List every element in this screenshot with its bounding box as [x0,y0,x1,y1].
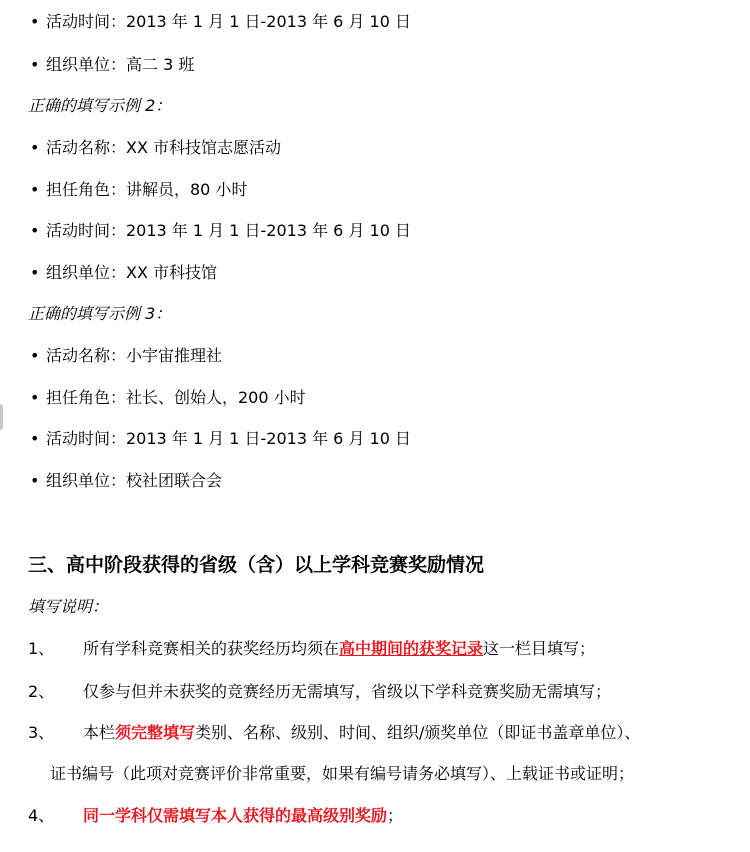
example2-role-text: 担任角色：讲解员，80 小时 [46,180,248,199]
example1-org-item [30,54,194,76]
item-3-continuation: 证书编号（此项对竞赛评价非常重要，如果有编号请务必填写）、上载证书或证明； [50,764,635,783]
instructions-label: 填写说明： [28,597,109,616]
item-4-text [83,805,403,827]
example3-role-text: 担任角色：社长、创始人，200 小时 [46,388,306,407]
example3-time-item [30,428,411,450]
example3-org-item [30,470,222,492]
example2-time-text: 活动时间：2013 年 1 月 1 日-2013 年 6 月 10 日 [46,221,411,240]
example3-role-item [30,387,306,409]
item-4-post: ； [387,806,404,825]
example2-role-item [30,179,247,201]
item-1-text [83,638,595,660]
item-number: 4、 [28,806,55,825]
example2-org-text: 组织单位：XX 市科技馆 [46,263,218,282]
item-1-post: 这一栏目填写； [483,639,596,658]
bullet-icon: • [30,471,40,490]
bullet-icon: • [30,180,40,199]
example3-name-text: 活动名称：小宇宙推理社 [46,346,223,365]
example3-time-text: 活动时间：2013 年 1 月 1 日-2013 年 6 月 10 日 [46,429,411,448]
item-2-text: 仅参与但并未获奖的竞赛经历无需填写，省级以下学科竞赛奖励无需填写； [83,682,612,701]
item-3-emphasis: 须完整填写 [115,723,196,742]
bullet-icon: • [30,388,40,407]
example3-name-item [30,345,222,367]
example2-time-item [30,220,411,242]
bullet-icon: • [30,55,40,74]
item-3-post: 类别、名称、级别、时间、组织/颁奖单位（即证书盖章单位）、 [195,723,641,742]
example1-time-item [30,11,411,33]
example1-time-text: 活动时间：2013 年 1 月 1 日-2013 年 6 月 10 日 [46,12,411,31]
item-3-pre: 本栏 [83,723,116,742]
section-heading: 三、高中阶段获得的省级（含）以上学科竞赛奖励情况 [28,554,485,576]
item-number: 2、 [28,682,55,701]
example2-title: 正确的填写示例 2： [28,96,172,115]
example2-org-item [30,262,217,284]
bullet-icon: • [30,221,40,240]
bullet-icon: • [30,346,40,365]
bullet-icon: • [30,429,40,448]
bullet-icon: • [30,263,40,282]
item-3-text [83,722,640,744]
scroll-indicator [0,404,3,430]
bullet-icon: • [30,138,40,157]
example2-name-text: 活动名称：XX 市科技馆志愿活动 [46,138,282,157]
item-1-emphasis: 高中期间的获奖记录 [339,639,484,658]
example3-title: 正确的填写示例 3： [28,304,172,323]
item-4-emphasis: 同一学科仅需填写本人获得的最高级别奖励 [83,806,388,825]
bullet-icon: • [30,12,40,31]
item-number: 1、 [28,639,55,658]
item-1-pre: 所有学科竞赛相关的获奖经历均须在 [83,639,340,658]
item-number: 3、 [28,723,55,742]
example2-name-item [30,137,281,159]
example3-org-text: 组织单位：校社团联合会 [46,471,223,490]
example1-org-text: 组织单位：高二 3 班 [46,55,195,74]
